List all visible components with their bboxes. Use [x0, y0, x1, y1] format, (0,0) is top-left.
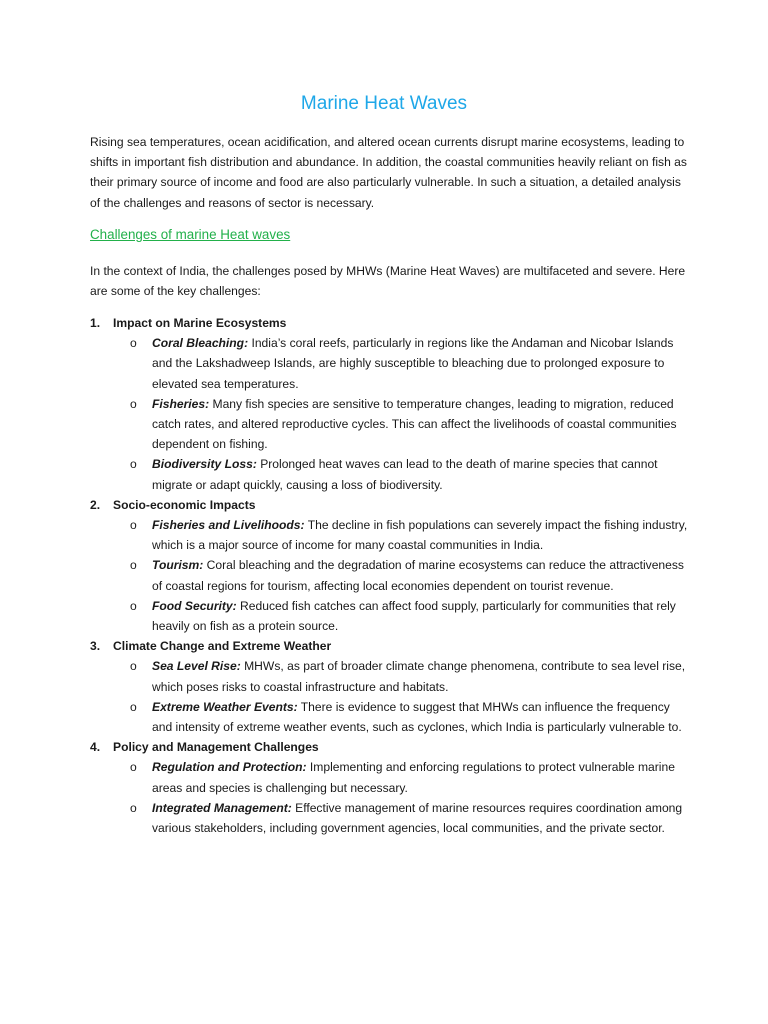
item-term: Fisheries:: [152, 396, 210, 411]
item-term: Coral Bleaching:: [152, 336, 249, 351]
list-item: [130, 454, 690, 494]
item-body: [152, 596, 690, 636]
bullet-icon: o: [130, 518, 137, 533]
bullet-icon: o: [130, 598, 137, 613]
item-description: The decline in fish populations can severely impact the fishing industry, which is a major source of income for many coastal communities in India.: [152, 518, 688, 553]
sub-item-list: [90, 515, 690, 636]
category-title: Policy and Management Challenges: [113, 740, 319, 755]
page-title: Marine Heat Waves: [300, 93, 468, 114]
bullet-icon: o: [130, 558, 137, 573]
list-item: [130, 757, 690, 797]
category-number: 2.: [90, 497, 101, 512]
bullet-icon: o: [130, 800, 137, 815]
challenge-category: [90, 737, 690, 838]
bullet-icon: o: [130, 699, 137, 714]
category-title: Impact on Marine Ecosystems: [113, 316, 287, 330]
item-body: [152, 333, 690, 394]
category-number: 1.: [90, 316, 101, 330]
sub-item-list: [90, 656, 690, 737]
item-body: [152, 394, 690, 455]
category-number: 4.: [90, 740, 101, 755]
context-paragraph: In the context of India, the challenges posed by MHWs (Marine Heat Waves) are multifaceted and severe. Here are some of the key challenges:: [90, 264, 686, 299]
item-description: Effective management of marine resources requires coordination among various stakeholders, including government agencies, local communities, and the private sector.: [152, 800, 683, 836]
bullet-icon: o: [130, 659, 137, 674]
category-header: [90, 737, 690, 757]
item-description: Implementing and enforcing regulations to protect vulnerable marine areas and species is challenging but necessary.: [152, 760, 675, 795]
category-header: [90, 636, 690, 656]
list-item: [130, 596, 690, 636]
item-description: India’s coral reefs, particularly in regions like the Andaman and Nicobar Islands and the Lakshadweep Islands, are highly susceptible to bleaching due to prolonged exposure to elevated sea temperatures.: [152, 336, 674, 391]
intro-paragraph: Rising sea temperatures, ocean acidification, and altered ocean currents disrupt marine ecosystems, leading to shifts in important fish distribution and abundance. In addition, the coastal communities heavily reliant on fish as their primary source of income and food are also particularly vulnerable. In such a situation, a detailed analysis of the challenges and reasons of sector is necessary.: [90, 135, 687, 210]
item-body: [152, 697, 690, 737]
item-description: MHWs, as part of broader climate change phenomena, contribute to sea level rise, which poses risks to coastal infrastructure and habitats.: [152, 659, 686, 694]
list-item: [130, 798, 690, 838]
item-term: Fisheries and Livelihoods:: [152, 518, 305, 533]
item-description: Many fish species are sensitive to temperature changes, leading to migration, reduced catch rates, and altered reproductive cycles. This can affect the livelihoods of coastal communities dependent on fishing.: [152, 396, 677, 452]
bullet-icon: o: [130, 760, 137, 775]
item-term: Regulation and Protection:: [152, 760, 307, 775]
item-term: Biodiversity Loss:: [152, 457, 257, 472]
bullet-icon: o: [130, 336, 137, 351]
item-description: Prolonged heat waves can lead to the death of marine species that cannot migrate or adapt quickly, causing a loss of biodiversity.: [152, 457, 658, 492]
item-body: [152, 515, 690, 555]
list-item: [130, 656, 690, 696]
challenge-category: [90, 636, 690, 737]
list-item: [130, 555, 690, 595]
bullet-icon: o: [130, 396, 137, 411]
item-term: Extreme Weather Events:: [152, 699, 298, 714]
item-body: [152, 798, 690, 838]
sub-item-list: [90, 757, 690, 838]
item-description: There is evidence to suggest that MHWs can influence the frequency and intensity of extreme weather events, such as cyclones, which India is particularly vulnerable to.: [152, 699, 682, 735]
sub-item-list: [90, 333, 690, 495]
item-term: Tourism:: [152, 558, 204, 573]
item-term: Food Security:: [152, 598, 237, 613]
list-item: [130, 333, 690, 394]
item-term: Integrated Management:: [152, 800, 292, 815]
category-header: [90, 313, 690, 333]
section-heading: Challenges of marine Heat waves: [90, 227, 291, 242]
category-header: [90, 495, 690, 515]
challenges-list: [90, 313, 690, 838]
list-item: [130, 697, 690, 737]
list-item: [130, 394, 690, 455]
category-number: 3.: [90, 639, 101, 654]
challenge-category: [90, 313, 690, 495]
item-body: [152, 656, 690, 696]
category-title: Socio-economic Impacts: [113, 497, 256, 512]
list-item: [130, 515, 690, 555]
item-body: [152, 555, 690, 595]
challenge-category: [90, 495, 690, 636]
item-body: [152, 454, 690, 494]
category-title: Climate Change and Extreme Weather: [113, 639, 332, 654]
item-body: [152, 757, 690, 797]
bullet-icon: o: [130, 457, 137, 472]
item-description: Coral bleaching and the degradation of marine ecosystems can reduce the attractiveness of coastal regions for tourism, affecting local economies dependent on tourist revenue.: [152, 558, 684, 593]
item-description: Reduced fish catches can affect food supply, particularly for communities that rely heavily on fish as a protein source.: [152, 598, 676, 634]
item-term: Sea Level Rise:: [152, 659, 241, 674]
